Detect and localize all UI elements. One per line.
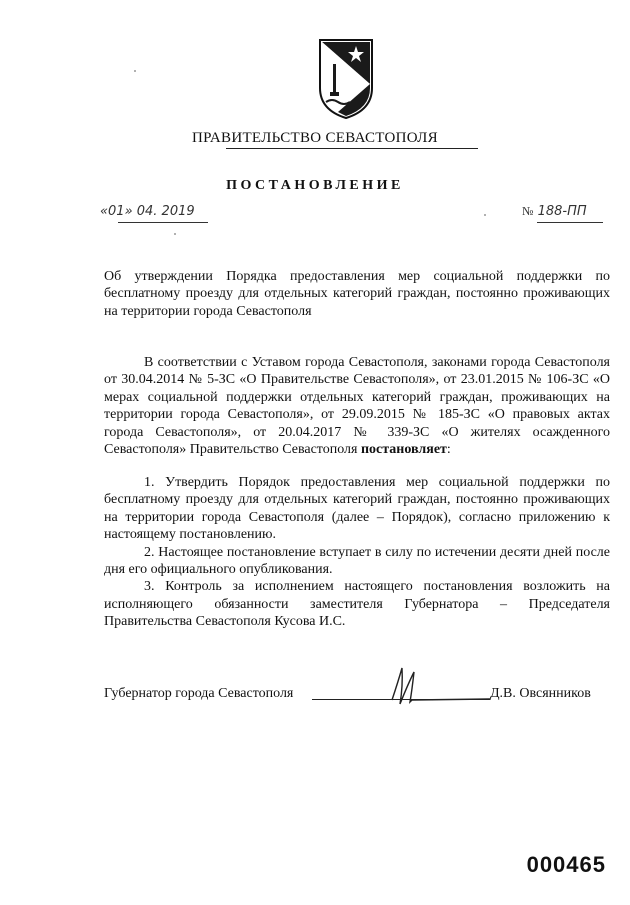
resolution-items [104,474,610,631]
number-sign: № [522,204,534,218]
document-subject: Об утверждении Порядка предоставления мер социальной поддержки по бесплатному проезду для отдельных категорий граждан, постоянно проживающих на территории города Севастополя [104,269,610,319]
date-open-quote: « [100,204,109,219]
signatory-name: Д.В. Овсянников [490,686,591,701]
handwritten-signature [372,660,492,710]
scan-speck [174,233,176,235]
resolution-item: 1. Утвердить Порядок предоставления мер социальной поддержки по бесплатному проезду для отдельных категорий граждан, постоянно проживающих на территории города Севастополя (далее – Порядок), согласно приложению к настоящему постановлению. [104,475,610,543]
number-value: 188-ПП [537,204,587,219]
registration-number: 000465 [526,852,606,877]
date-close-quote: » [124,204,133,219]
signatory-position: Губернатор города Севастополя [104,686,294,701]
organization-name: ПРАВИТЕЛЬСТВО СЕВАСТОПОЛЯ [192,130,438,146]
organization-underline [226,148,478,149]
scan-speck [134,70,136,72]
preamble [104,354,610,458]
number-underline [537,222,603,223]
scan-speck [484,214,486,216]
sevastopol-coat-of-arms-icon [318,38,374,120]
date-day: 01 [108,204,125,219]
preamble-emphasis: постановляет [360,442,447,458]
resolution-item: 3. Контроль за исполнением настоящего постановления возложить на исполняющего обязанности заместителя Губернатора – Председателя Правительства Севастополя Кусова И.С. [104,579,610,630]
preamble-end: : [446,442,451,458]
date-month-year: 04. 2019 [136,204,195,219]
document-number [522,204,587,219]
preamble-text: В соответствии с Уставом города Севастополя, законами города Севастополя от 30.04.2014 № 5-ЗС «О Правительстве Севастополя», от 23.01.2015 № 106-ЗС «О мерах социальной поддержки отдельных категорий граждан, проживающих на территории города Севастополя», от 29.09.2015 № 185-ЗС «О правовых актах города Севастополя», от 20.04.2017 № 339-ЗС «О жителях осажденного Севастополя» Правительство Севастополя [104,355,610,458]
resolution-item: 2. Настоящее постановление вступает в силу по истечении десяти дней после дня его официального опубликования. [104,544,610,578]
document-date [100,204,195,219]
document-type-title: ПОСТАНОВЛЕНИЕ [226,178,404,193]
date-underline [118,222,208,223]
